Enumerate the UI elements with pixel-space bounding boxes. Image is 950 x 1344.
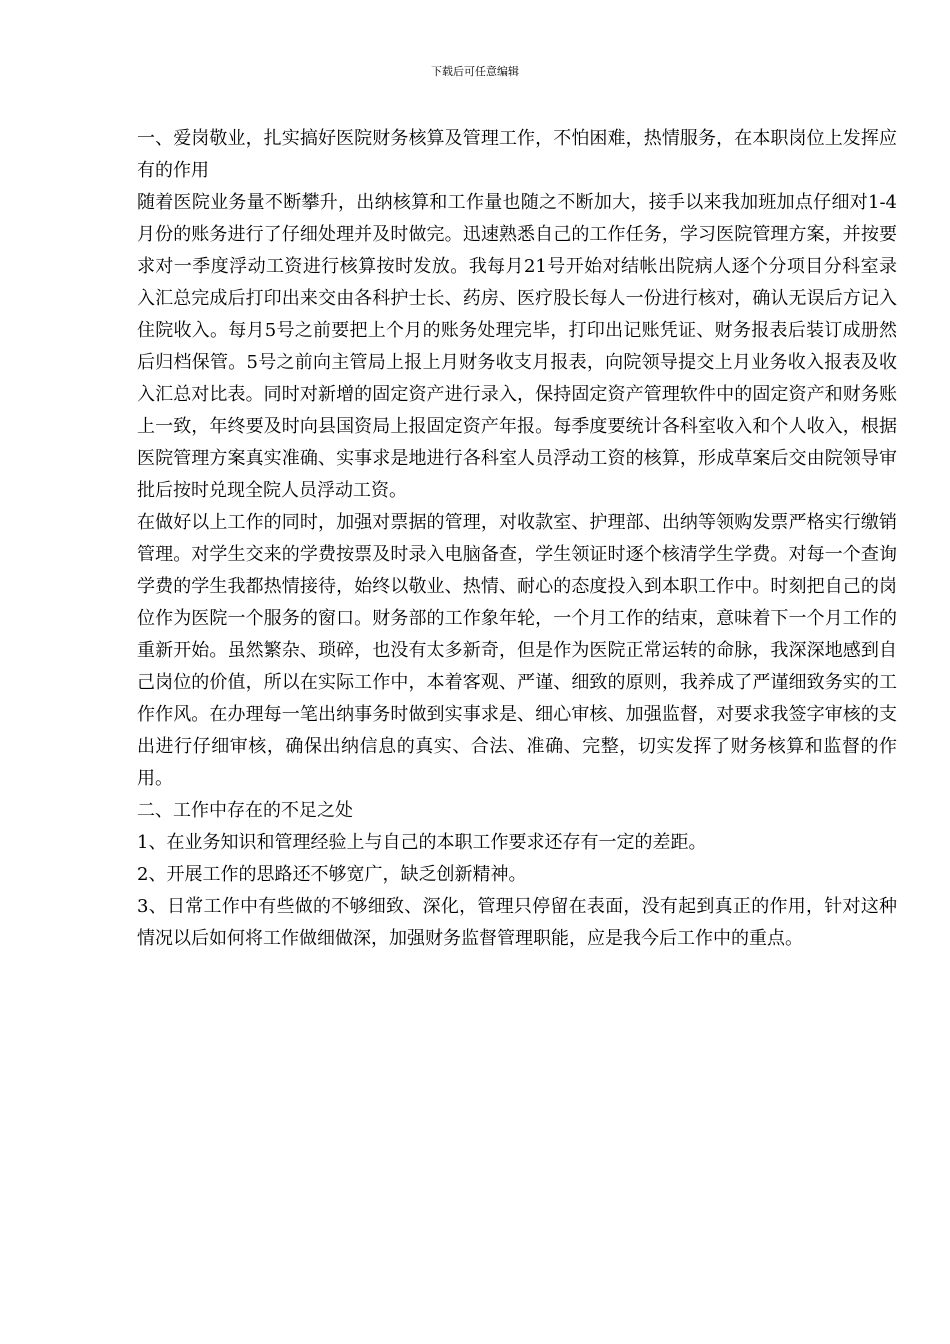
body-paragraph-1: 随着医院业务量不断攀升，出纳核算和工作量也随之不断加大，接手以来我加班加点仔细对1-4月份的账务进行了仔细处理并及时做完。迅速熟悉自己的工作任务，学习医院管理方案，并按要求对一季度浮动工资进行核算按时发放。我每月21号开始对结帐出院病人逐个分项目分科室录入汇总完成后打印出来交由各科护士长、药房、医疗股长每人一份进行核对，确认无误后方记入住院收入。每月5号之前要把上个月的账务处理完毕，打印出记账凭证、财务报表后装订成册然后归档保管。5号之前向主管局上报上月财务收支月报表，向院领导提交上月业务收入报表及收入汇总对比表。同时对新增的固定资产进行录入，保持固定资产管理软件中的固定资产和财务账上一致，年终要及时向县国资局上报固定资产年报。每季度要统计各科室收入和个人收入，根据医院管理方案真实准确、实事求是地进行各科室人员浮动工资的核算，形成草案后交由院领导审批后按时兑现全院人员浮动工资。: [137, 192, 897, 501]
document-body: [137, 123, 897, 955]
list-item-1: 1、在业务知识和管理经验上与自己的本职工作要求还存有一定的差距。: [137, 832, 707, 853]
section-heading-2: 二、工作中存在的不足之处: [137, 800, 353, 821]
page-header: 下载后可任意编辑: [431, 65, 519, 78]
list-item-2: 2、开展工作的思路还不够宽广，缺乏创新精神。: [137, 864, 527, 885]
body-paragraph-2: 在做好以上工作的同时，加强对票据的管理，对收款室、护理部、出纳等领购发票严格实行缴销管理。对学生交来的学费按票及时录入电脑备查，学生领证时逐个核清学生学费。对每一个查询学费的学生我都热情接待，始终以敬业、热情、耐心的态度投入到本职工作中。时刻把自己的岗位作为医院一个服务的窗口。财务部的工作象年轮，一个月工作的结束，意味着下一个月工作的重新开始。虽然繁杂、琐碎，也没有太多新奇，但是作为医院正常运转的命脉，我深深地感到自己岗位的价值，所以在实际工作中，本着客观、严谨、细致的原则，我养成了严谨细致务实的工作作风。在办理每一笔出纳事务时做到实事求是、细心审核、加强监督，对要求我签字审核的支出进行仔细审核，确保出纳信息的真实、合法、准确、完整，切实发挥了财务核算和监督的作用。: [137, 512, 897, 789]
section-heading-1: 一、爱岗敬业，扎实搞好医院财务核算及管理工作，不怕困难，热情服务，在本职岗位上发挥应有的作用: [137, 128, 897, 181]
list-item-3: 3、日常工作中有些做的不够细致、深化，管理只停留在表面，没有起到真正的作用，针对这种情况以后如何将工作做细做深，加强财务监督管理职能，应是我今后工作中的重点。: [137, 896, 897, 949]
